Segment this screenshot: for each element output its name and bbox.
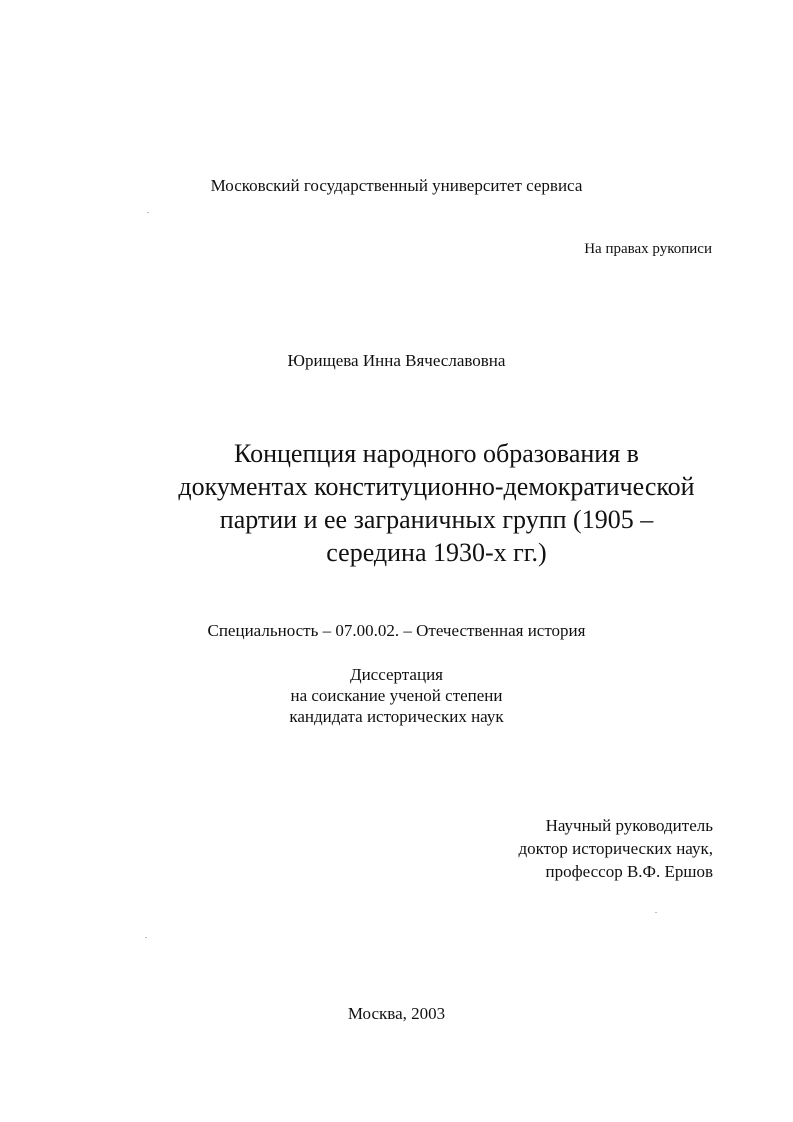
scan-speck bbox=[147, 212, 149, 213]
university-name: Московский государственный университет сервиса bbox=[210, 176, 583, 195]
dissertation-line: кандидата исторических наук bbox=[289, 707, 504, 726]
dissertation-type bbox=[50, 664, 743, 727]
author-name: Юрищева Инна Вячеславовна bbox=[287, 351, 506, 370]
city-year: Москва, 2003 bbox=[347, 1004, 446, 1023]
supervisor-line: доктор исторических наук, bbox=[518, 839, 713, 858]
supervisor-line: профессор В.Ф. Ершов bbox=[545, 862, 713, 881]
title-line: партии и ее заграничных групп (1905 – bbox=[219, 505, 654, 534]
scan-speck bbox=[145, 937, 147, 938]
dissertation-line: на соискание ученой степени bbox=[290, 686, 503, 705]
title-line: Концепция народного образования в bbox=[234, 439, 639, 468]
manuscript-note: На правах рукописи bbox=[584, 241, 712, 257]
specialty-line: Специальность – 07.00.02. – Отечественная история bbox=[207, 621, 586, 640]
supervisor-line: Научный руководитель bbox=[545, 816, 713, 835]
title-line: документах конституционно-демократической bbox=[178, 472, 695, 501]
title-line: середина 1930-х гг.) bbox=[326, 538, 547, 567]
dissertation-title bbox=[100, 437, 773, 569]
dissertation-line: Диссертация bbox=[349, 665, 443, 684]
supervisor-block bbox=[518, 814, 713, 883]
scan-speck bbox=[655, 912, 657, 913]
